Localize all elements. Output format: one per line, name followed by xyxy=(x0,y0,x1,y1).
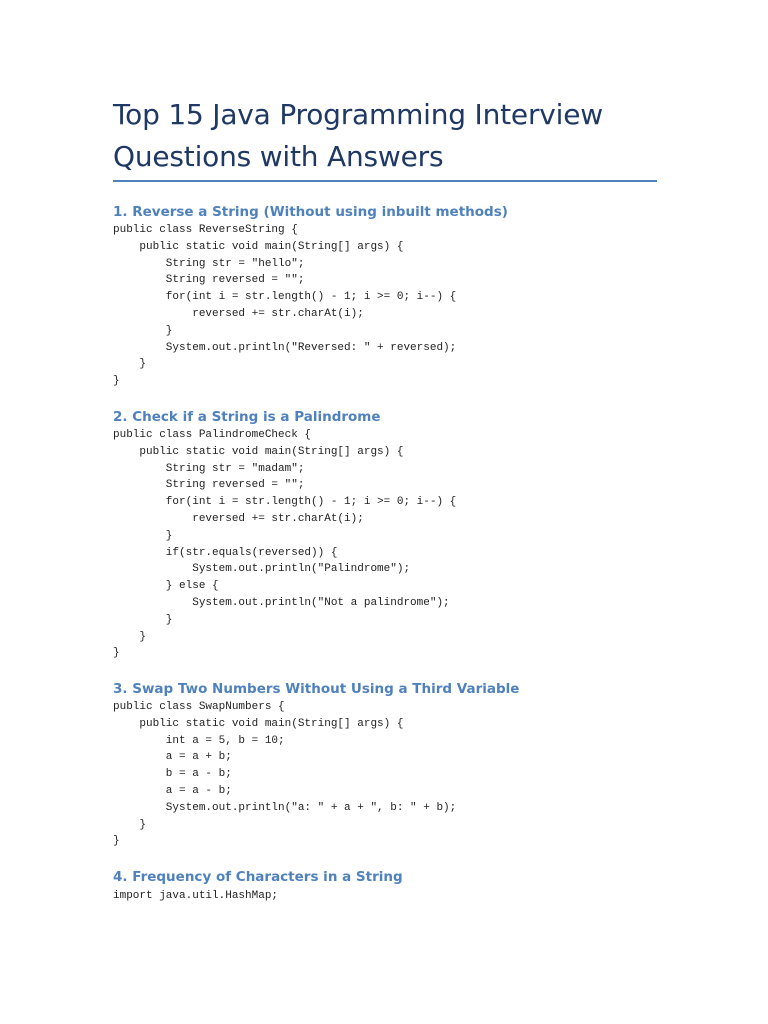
code-line: } xyxy=(113,529,173,542)
code-line: reversed += str.charAt(i); xyxy=(113,512,364,525)
title-divider xyxy=(113,180,657,182)
code-line: b = a - b; xyxy=(113,768,232,781)
code-line: String reversed = ""; xyxy=(113,274,305,287)
code-line: String str = "madam"; xyxy=(113,462,305,475)
code-block-4 xyxy=(113,888,278,905)
code-line: public class ReverseString { xyxy=(113,224,298,236)
code-line: public static void main(String[] args) { xyxy=(113,717,404,730)
code-line: int a = 5, b = 10; xyxy=(113,734,285,747)
code-line: System.out.println("Reversed: " + reversed); xyxy=(113,341,457,354)
code-line: import java.util.HashMap; xyxy=(113,890,279,902)
code-line: } xyxy=(113,324,173,337)
code-block-1 xyxy=(113,222,456,390)
code-line: for(int i = str.length() - 1; i >= 0; i--) { xyxy=(113,496,457,509)
code-line: public class SwapNumbers { xyxy=(113,701,285,713)
code-block-2 xyxy=(113,427,456,662)
code-line: String reversed = ""; xyxy=(113,479,305,492)
code-line: } xyxy=(113,375,120,388)
code-line: a = a - b; xyxy=(113,784,232,797)
code-line: if(str.equals(reversed)) { xyxy=(113,546,338,559)
code-line: } xyxy=(113,630,147,643)
code-line: System.out.println("Palindrome"); xyxy=(113,563,411,576)
section-heading-3: 3. Swap Two Numbers Without Using a Third Variable xyxy=(113,681,520,697)
code-line: a = a + b; xyxy=(113,751,232,764)
code-line: for(int i = str.length() - 1; i >= 0; i--) { xyxy=(113,291,457,304)
section-heading-1: 1. Reverse a String (Without using inbuilt methods) xyxy=(113,204,508,220)
section-heading-4: 4. Frequency of Characters in a String xyxy=(113,869,403,885)
code-line: } xyxy=(113,358,147,371)
section-heading-2: 2. Check if a String is a Palindrome xyxy=(113,409,381,425)
code-line: } xyxy=(113,613,173,626)
code-line: public class PalindromeCheck { xyxy=(113,429,312,441)
code-line: } else { xyxy=(113,580,219,593)
code-block-3 xyxy=(113,699,456,850)
code-line: public static void main(String[] args) { xyxy=(113,445,404,458)
code-line: } xyxy=(113,647,120,660)
code-line: reversed += str.charAt(i); xyxy=(113,307,364,320)
code-line: public static void main(String[] args) { xyxy=(113,240,404,253)
page-title: Top 15 Java Programming Interview Questions with Answers xyxy=(113,98,603,173)
code-line: } xyxy=(113,835,120,848)
code-line: } xyxy=(113,818,147,831)
code-line: String str = "hello"; xyxy=(113,257,305,270)
code-line: System.out.println("Not a palindrome"); xyxy=(113,596,450,609)
code-line: System.out.println("a: " + a + ", b: " + b); xyxy=(113,801,457,814)
